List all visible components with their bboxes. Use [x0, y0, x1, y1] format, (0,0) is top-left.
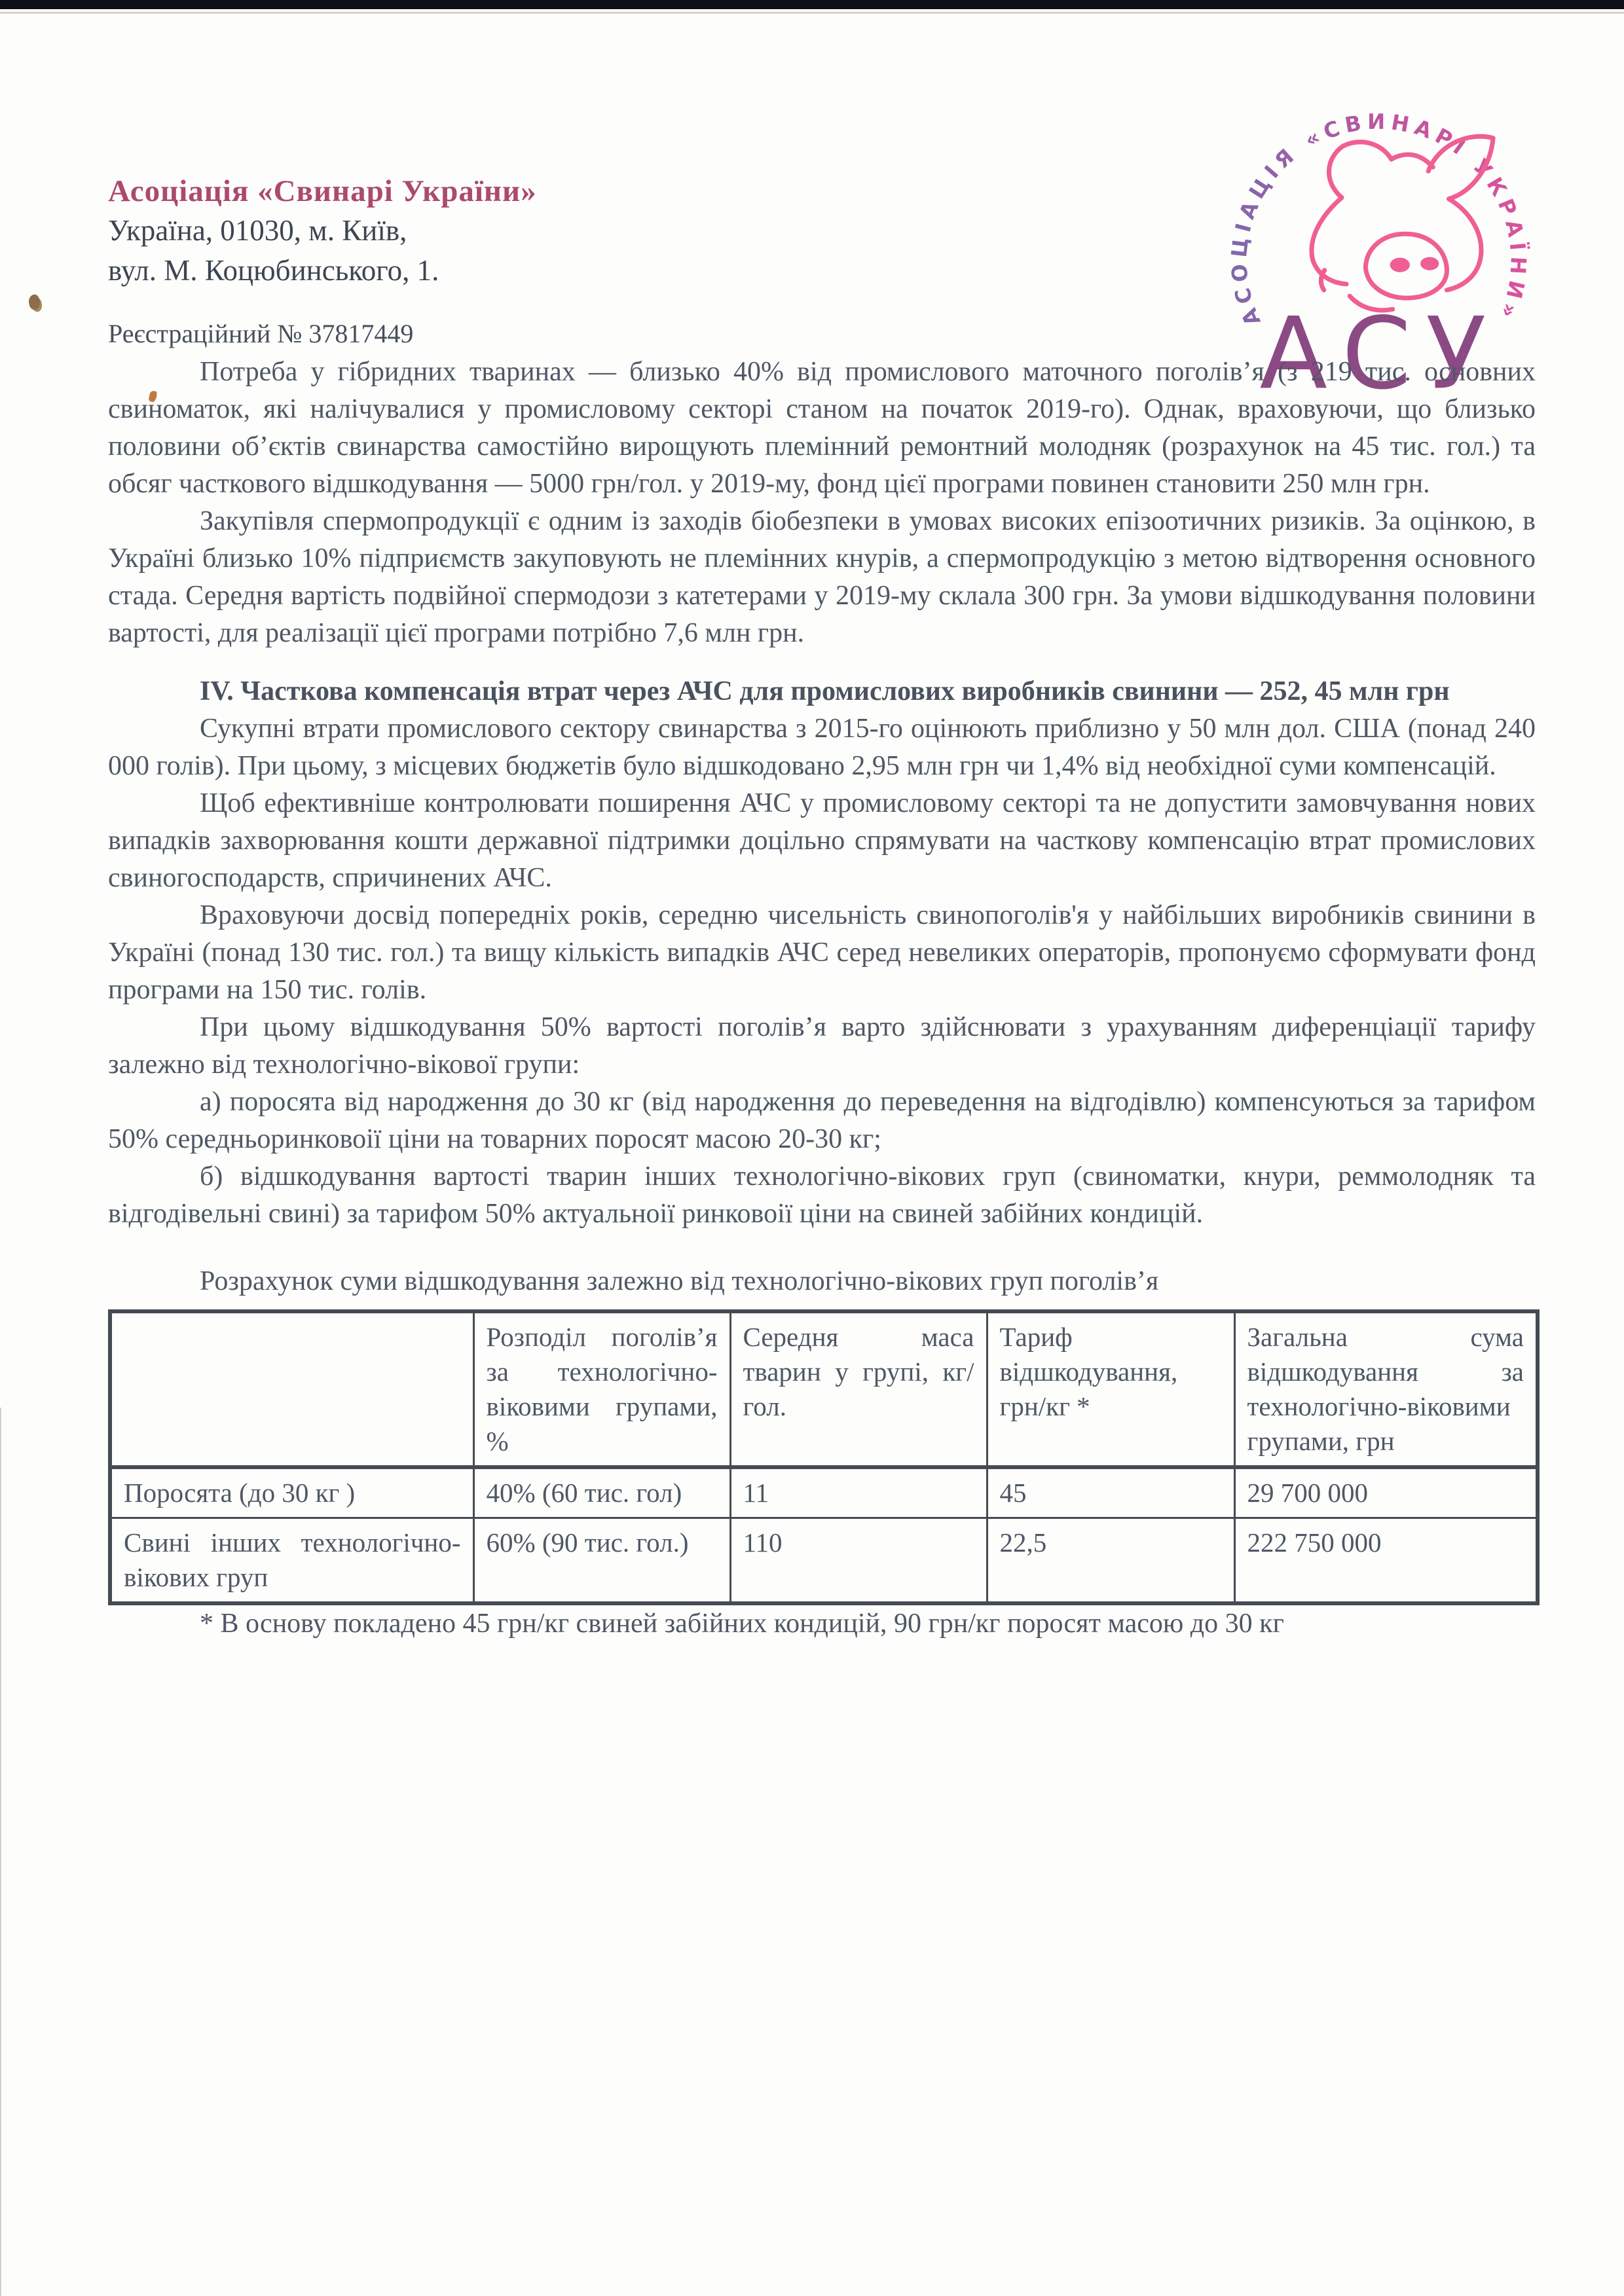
cell-total: 29 700 000 [1234, 1467, 1538, 1518]
cell-avg-weight: 110 [730, 1518, 987, 1604]
letterhead [108, 172, 537, 349]
letter-body [108, 354, 1536, 1643]
scan-left-edge-line [0, 1408, 1, 2296]
table-caption: Розрахунок суми відшкодування залежно від технологічно-вікових груп поголів’я [200, 1266, 1159, 1296]
scanner-top-bar [0, 0, 1624, 9]
logo-circle-text: АСОЦІАЦІЯ «СВИНАРІ УКРАЇНИ» [1226, 109, 1531, 329]
header-cell-total: Загальна сума відшкодування за технологічно-віковими групами, грн [1234, 1311, 1538, 1467]
paragraph-total-losses: Сукупні втрати промислового сектору свинарства з 2015-го оцінюють приблизно у 50 млн дол. США (понад 240 000 голів). При цьому, з місцевих бюджетів було відшкодовано 2,95 млн грн чи 1,4% від необхідної суми компенсацій. [108, 714, 1536, 781]
cell-group-name: Свині інших технологічно-вікових груп [110, 1518, 473, 1604]
table-footnote: * В основу покладено 45 грн/кг свиней забійних кондицій, 90 грн/кг поросят масою до 30 кг [200, 1609, 1284, 1639]
scanner-top-line [0, 12, 1624, 14]
header-cell-avg-weight: Середня маса тварин у групі, кг/гол. [730, 1311, 987, 1467]
paragraph-fund-150k: Враховуючи досвід попередніх років, середню чисельність свинопоголів'я у найбільших виробників свинини в Україні (понад 130 тис. гол.) та вищу кількість випадків АЧС серед невеликих операторів, пропонуємо сформувати фонд програми на 150 тис. голів. [108, 900, 1536, 1005]
table-row-other-pigs [110, 1518, 1538, 1604]
header-cell-empty [110, 1311, 473, 1467]
table-header-row [110, 1311, 1538, 1467]
paragraph-asf-control: Щоб ефективніше контролювати поширення АЧС у промисловому секторі та не допустити замовчування нових випадків захворювання кошти державної підтримки доцільно спрямувати на часткову компенсацію втрат промислових свиногосподарств, спричинених АЧС. [108, 788, 1536, 893]
organization-name: Асоціація «Свинарі України» [108, 174, 537, 208]
paragraph-semen-purchase: Закупівля спермопродукції є одним із заходів біобезпеки в умовах високих епізоотичних ризиків. За оцінкою, в Україні близько 10% підприємств закуповують не племінних кнурів, а спермопродукцію з метою відтворення основного стада. Середня вартість подвійної спермодози з катетерами у 2019-му склала 300 грн. За умови відшкодування половини вартості, для реалізації цієї програми потрібно 7,6 млн грн. [108, 506, 1536, 648]
table-row-piglets [110, 1467, 1538, 1518]
compensation-table [108, 1309, 1540, 1605]
ink-blot-artifact [27, 293, 41, 310]
address-line-1: Україна, 01030, м. Київ, [108, 214, 407, 247]
cell-tariff: 45 [987, 1467, 1234, 1518]
cell-tariff: 22,5 [987, 1518, 1234, 1604]
logo-acronym: АСУ [1259, 295, 1501, 408]
cell-avg-weight: 11 [730, 1467, 987, 1518]
registration-number: Реєстраційний № 37817449 [108, 319, 414, 348]
cell-distribution: 60% (90 тис. гол.) [473, 1518, 730, 1604]
paragraph-tariff-differentiation: При цьому відшкодування 50% вартості поголів’я варто здійснювати з урахуванням диференціації тарифу залежно від технологічно-вікової групи: [108, 1012, 1536, 1080]
header-cell-tariff: Тариф відшкодування, грн/кг * [987, 1311, 1234, 1467]
cell-distribution: 40% (60 тис. гол) [473, 1467, 730, 1518]
cell-total: 222 750 000 [1234, 1518, 1538, 1604]
address-line-2: вул. М. Коцюбинського, 1. [108, 254, 439, 287]
paragraph-item-b: б) відшкодування вартості тварин інших технологічно-вікових груп (свиноматки, кнури, реммолодняк та відгодівельні свині) за тарифом 50% актуальноії ринковоії ціни на свиней забійних кондицій. [108, 1161, 1536, 1229]
paragraph-item-a: а) поросята від народження до 30 кг (від народження до переведення на відгодівлю) компенсуються за тарифом 50% середньоринковоії ціни на товарних поросят масою 20-30 кг; [108, 1087, 1536, 1154]
header-cell-distribution: Розподіл поголів’я за технологічно-віковими групами, % [473, 1311, 730, 1467]
paragraph-hybrid-animals: Потреба у гібридних тваринах — близько 40% від промислового маточного поголів’я (з 219 тис. основних свиноматок, які налічувалися у промисловому секторі станом на початок 2019-го). Однак, враховуючи, що близько половини об’єктів свинарства самостійно вирощують племінний ремонтний молодняк (розрахунок на 45 тис. гол.) та обсяг часткового відшкодування — 5000 грн/гол. у 2019-му, фонд цієї програми повинен становити 250 млн грн. [108, 357, 1536, 499]
section-iv-heading: IV. Часткова компенсація втрат через АЧС для промислових виробників свинини — 252, 45 млн грн [200, 676, 1450, 706]
cell-group-name: Поросята (до 30 кг ) [110, 1467, 473, 1518]
